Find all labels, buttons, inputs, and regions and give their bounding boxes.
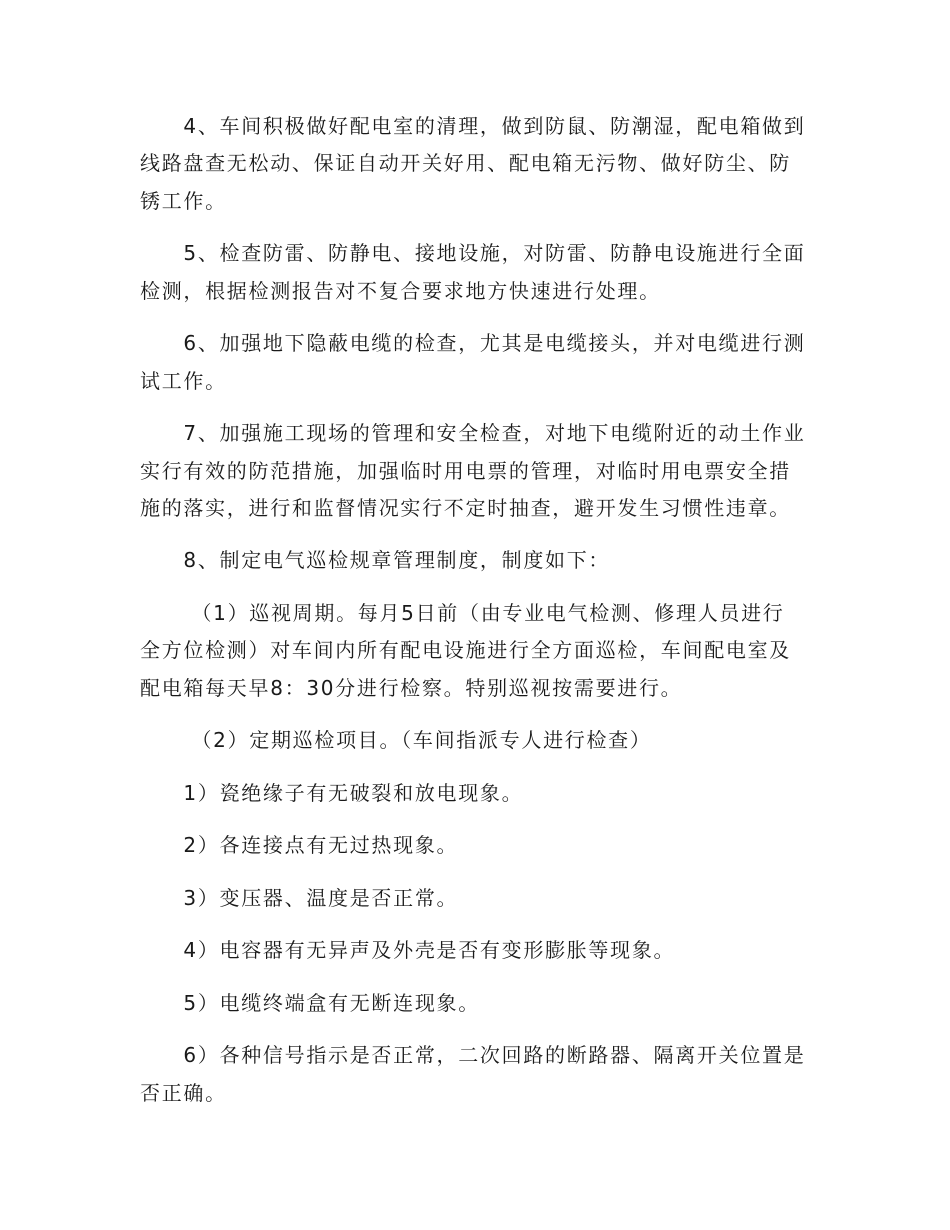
inspection-item-3: 3）变压器、温度是否正常。 [140, 886, 459, 910]
inspection-items-heading: （2）定期巡检项目。（车间指派专人进行检查） [140, 728, 652, 752]
paragraph-4-line-1: 4、车间积极做好配电室的清理，做到防鼠、防潮湿，配电箱做到 [140, 114, 806, 138]
inspection-cycle-line-1: （1）巡视周期。每月5日前（由专业电气检测、修理人员进行 [140, 601, 785, 625]
paragraph-7-line-3: 施的落实，进行和监督情况实行不定时抽查，避开发生习惯性违章。 [140, 496, 791, 520]
paragraph-7-line-1: 7、加强施工现场的管理和安全检查，对地下电缆附近的动土作业 [140, 421, 806, 445]
paragraph-5-line-2: 检测，根据检测报告对不复合要求地方快速进行处理。 [140, 279, 661, 303]
inspection-item-6-line-2: 否正确。 [140, 1081, 227, 1105]
paragraph-4-line-3: 锈工作。 [140, 189, 227, 213]
inspection-item-2: 2）各连接点有无过热现象。 [140, 833, 459, 857]
paragraph-6-line-2: 试工作。 [140, 369, 227, 393]
paragraph-6-line-1: 6、加强地下隐蔽电缆的检查，尤其是电缆接头，并对电缆进行测 [140, 331, 806, 355]
inspection-cycle-line-2: 全方位检测）对车间内所有配电设施进行全方面巡检，车间配电室及 [140, 638, 791, 662]
inspection-item-5: 5）电缆终端盒有无断连现象。 [140, 991, 480, 1015]
paragraph-7-line-2: 实行有效的防范措施，加强临时用电票的管理，对临时用电票安全措 [140, 459, 791, 483]
paragraph-8-line-1: 8、制定电气巡检规章管理制度，制度如下： [140, 548, 611, 572]
inspection-item-6-line-1: 6）各种信号指示是否正常，二次回路的断路器、隔离开关位置是 [140, 1043, 806, 1067]
inspection-item-1: 1）瓷绝缘子有无破裂和放电现象。 [140, 781, 524, 805]
inspection-item-4: 4）电容器有无异声及外壳是否有变形膨胀等现象。 [140, 938, 676, 962]
paragraph-4-line-2: 线路盘查无松动、保证自动开关好用、配电箱无污物、做好防尘、防 [140, 151, 791, 175]
paragraph-5-line-1: 5、检查防雷、防静电、接地设施，对防雷、防静电设施进行全面 [140, 241, 806, 265]
inspection-cycle-line-3: 配电箱每天早8：30分进行检察。特别巡视按需要进行。 [140, 676, 683, 700]
